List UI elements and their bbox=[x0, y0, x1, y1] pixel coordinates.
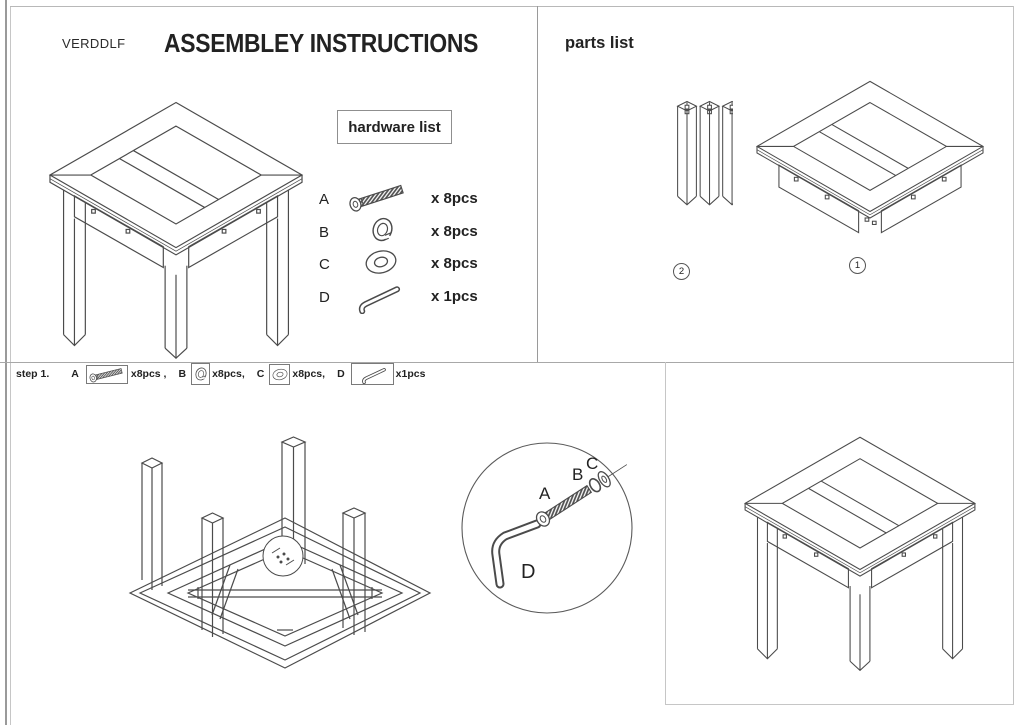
step1-label: step 1. bbox=[16, 368, 50, 380]
bolt-icon bbox=[345, 174, 411, 219]
finished-table-drawing bbox=[736, 424, 984, 672]
part-number-badge bbox=[849, 257, 866, 274]
step1-item-box bbox=[86, 365, 128, 384]
hardware-item-qty: x 1pcs bbox=[431, 288, 478, 305]
spring-washer-icon bbox=[193, 366, 209, 383]
parts-list-title: parts list bbox=[565, 34, 634, 52]
vertical-divider-bottom bbox=[665, 362, 666, 705]
flat-washer-icon bbox=[271, 367, 289, 382]
part-number: 1 bbox=[854, 260, 861, 271]
detail-label-b: B bbox=[572, 465, 584, 484]
leg-parts-drawing bbox=[641, 99, 733, 211]
hardware-item-qty: x 8pcs bbox=[431, 223, 478, 240]
step1-item-qty: x8pcs, bbox=[212, 368, 245, 380]
hardware-item-letter: B bbox=[319, 224, 330, 241]
part-number-badge bbox=[673, 263, 690, 280]
step1-item-box bbox=[191, 363, 210, 385]
step1-item-qty: x8pcs , bbox=[130, 368, 167, 380]
assembled-table-drawing bbox=[40, 88, 312, 360]
panel-right-border bbox=[1013, 6, 1014, 705]
detail-label-d: D bbox=[521, 561, 536, 583]
step1-row bbox=[16, 363, 425, 385]
step1-item-letter: C bbox=[256, 368, 265, 380]
detail-label-a: A bbox=[539, 484, 551, 503]
tabletop-part-drawing bbox=[748, 70, 992, 257]
model-code: VERDDLF bbox=[62, 36, 126, 51]
step1-item-letter: A bbox=[71, 368, 79, 380]
step1-item-letter: D bbox=[337, 368, 345, 380]
bottom-right-panel-bottom-border bbox=[665, 704, 1014, 705]
step1-item-letter: B bbox=[178, 368, 187, 380]
hardware-list-title-box bbox=[337, 110, 452, 144]
hardware-item-qty: x 8pcs bbox=[431, 255, 478, 272]
page-title: ASSEMBLEY INSTRUCTIONS bbox=[164, 28, 479, 58]
hardware-item-qty: x 8pcs bbox=[431, 190, 478, 207]
step1-item-box bbox=[269, 364, 290, 385]
allen-key-icon bbox=[356, 365, 388, 384]
flat-washer-icon bbox=[362, 247, 400, 277]
bolt-icon bbox=[88, 363, 126, 384]
bracket-highlight-circle bbox=[263, 536, 303, 576]
vertical-divider-top bbox=[537, 6, 538, 362]
hardware-item-letter: C bbox=[319, 256, 330, 273]
step1-item-qty: x8pcs, bbox=[292, 368, 326, 380]
hardware-list-title: hardware list bbox=[348, 118, 441, 136]
spring-washer-icon bbox=[368, 216, 397, 245]
step1-item-box bbox=[351, 363, 394, 385]
step1-item-qty: x1pcs bbox=[395, 368, 426, 380]
panel-top-border bbox=[10, 6, 1014, 7]
panel-left-border bbox=[10, 6, 11, 725]
allen-key-icon bbox=[349, 281, 403, 314]
inverted-table-assembly-drawing bbox=[100, 420, 440, 710]
hardware-item-letter: D bbox=[319, 289, 330, 306]
hardware-detail-zoom-circle bbox=[455, 433, 639, 621]
detail-label-c: C bbox=[586, 454, 599, 473]
hardware-item-letter: A bbox=[319, 191, 330, 208]
part-number: 2 bbox=[678, 266, 685, 277]
